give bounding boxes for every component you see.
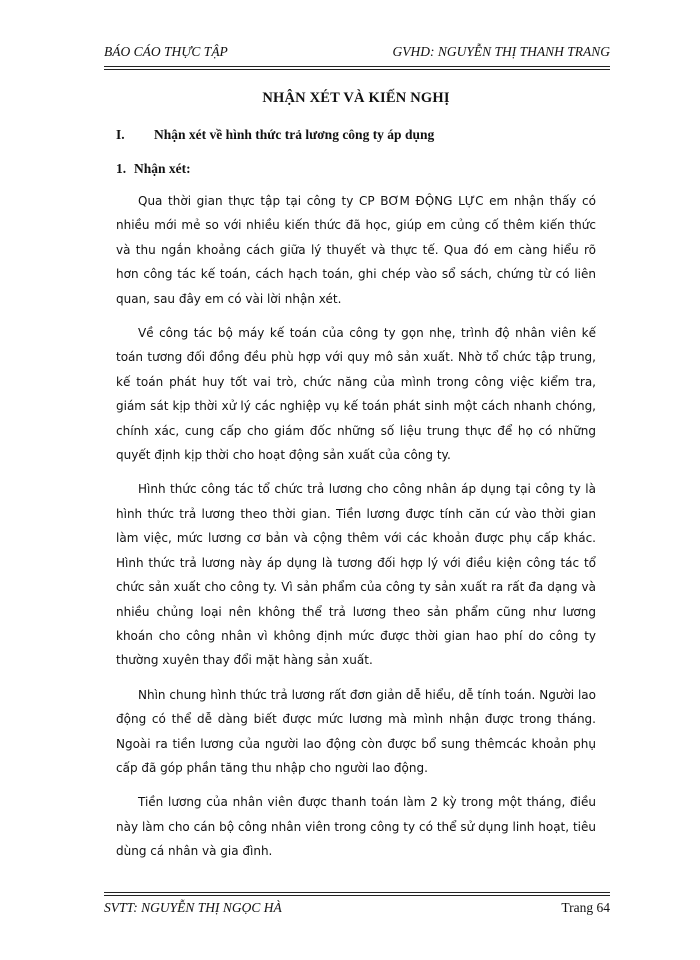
paragraph-accounting-apparatus: Về công tác bộ máy kế toán của công ty gọn nhẹ, trình độ nhân viên kế toán tương đối đồng đều phù hợp với quy mô sản xuất. Nhờ tổ chức tập trung, kế toán phát huy tốt vai trò, chức năng của mình trong công việc kiểm tra, giám sát kịp thời xử lý các nghiệp vụ kế toán phát sinh một cách nhanh chóng, chính xác, cung cấp cho giám đốc những số liệu trung thực để họ có những quyết định kịp thời cho hoạt động sản xuất của công ty. — [116, 326, 596, 463]
section-heading — [116, 127, 596, 143]
subsection-title: Nhận xét: — [134, 161, 191, 176]
subsection-number: 1. — [116, 161, 127, 176]
footer-student-name: SVTT: NGUYỄN THỊ NGỌC HÀ — [104, 900, 282, 915]
page-number: Trang 64 — [561, 900, 610, 915]
page-title: NHẬN XÉT VÀ KIẾN NGHỊ — [262, 90, 450, 106]
subsection-heading — [116, 161, 596, 177]
page-header — [104, 44, 610, 64]
page-footer — [104, 900, 610, 920]
header-supervisor: GVHD: NGUYỄN THỊ THANH TRANG — [392, 44, 610, 59]
paragraph-payment-form: Hình thức công tác tổ chức trả lương cho công nhân áp dụng tại công ty là hình thức trả lương theo thời gian. Tiền lương được tính căn cứ vào thời gian làm việc, mức lương cơ bản và cộng thêm với các khoản được phụ cấp khác. Hình thức trả lương này áp dụng là tương đối hợp lý với điều kiện công tác tổ chức sản xuất cho công ty. Vì sản phẩm của công ty sản xuất ra rất đa dạng và nhiều chủng loại nên không thể trả lương theo sản phẩm cũng như lương khoán cho công nhân vì không định mức được thời gian hao phí do công ty thường xuyên thay đổi mặt hàng sản xuất. — [116, 482, 596, 668]
section-title: Nhận xét về hình thức trả lương công ty áp dụng — [154, 127, 435, 142]
paragraph-general-remark: Nhìn chung hình thức trả lương rất đơn giản dễ hiểu, dễ tính toán. Người lao động có thể dễ dàng biết được mức lương mà mình nhận được trong tháng. Ngoài ra tiền lương của người lao động còn được bổ sung thêmcác khoản phụ cấp đã góp phần tăng thu nhập cho người lao động. — [116, 687, 596, 775]
page-body — [116, 84, 596, 864]
section-number: I. — [116, 127, 125, 142]
header-report-label: BÁO CÁO THỰC TẬP — [104, 44, 228, 59]
footer-divider — [104, 892, 610, 896]
paragraph-intro: Qua thời gian thực tập tại công ty CP BƠM ĐỘNG LỰC em nhận thấy có nhiều mới mẻ so với nhiều kiến thức đã học, giúp em củng cố thêm kiến thức và thu ngắn khoảng cách giữa lý thuyết và thực tế. Qua đó em càng hiểu rõ hơn công tác kế toán, cách hạch toán, ghi chép vào sổ sách, chứng từ có liên quan, sau đây em có vài lời nhận xét. — [116, 194, 596, 306]
header-divider — [104, 66, 610, 70]
paragraph-payment-schedule: Tiền lương của nhân viên được thanh toán làm 2 kỳ trong một tháng, điều này làm cho cán bộ công nhân viên trong công ty có thể sử dụng linh hoạt, tiêu dùng cá nhân và gia đình. — [116, 795, 596, 859]
